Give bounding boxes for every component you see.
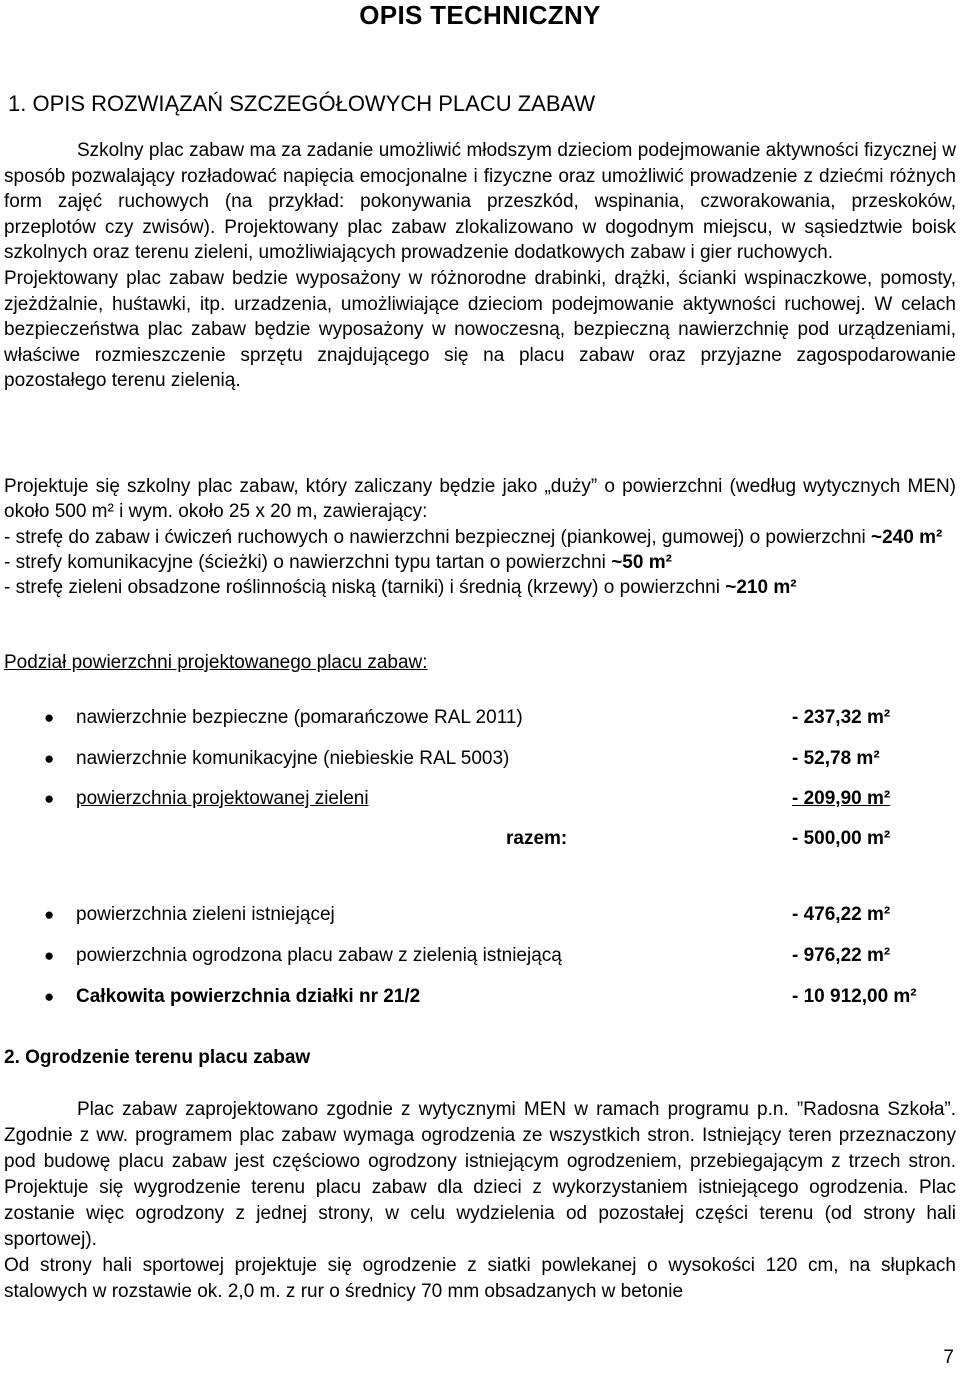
zone-line-3-text: - strefę zieleni obsadzone roślinnością niską (tarniki) i średnią (krzewy) o powierzchni: [4, 577, 726, 599]
zone-line-2-value: ~50 m²: [611, 551, 672, 573]
bullet-icon: ●: [44, 946, 55, 965]
zone-line-3: [4, 575, 956, 600]
bullet-icon: ●: [44, 708, 55, 727]
list-item-label: powierzchnia projektowanej zieleni: [76, 788, 369, 809]
zone-line-3-value: ~210 m²: [725, 577, 797, 599]
list-item: [0, 786, 960, 812]
list-item-label: nawierzchnie komunikacyjne (niebieskie RAL 5003): [76, 748, 510, 769]
total-row: [0, 826, 960, 852]
list-item: [0, 984, 960, 1010]
zone-line-1-text: - strefę do zabaw i ćwiczeń ruchowych o nawierzchni bezpiecznej (piankowej, gumowej) o powierzchni: [4, 526, 872, 548]
list-item-value: - 209,90 m²: [792, 788, 891, 809]
section-2-heading: 2. Ogrodzenie terenu placu zabaw: [4, 1047, 311, 1068]
bullet-icon: ●: [44, 905, 55, 924]
section-1-paragraph-2: [4, 474, 956, 600]
zone-line-2: [4, 550, 956, 575]
list-item-value: - 237,32 m²: [792, 707, 891, 728]
zone-line-1-value: ~240 m²: [871, 526, 943, 548]
list-item: [0, 746, 960, 772]
total-value: - 500,00 m²: [792, 828, 891, 849]
list-item-label: nawierzchnie bezpieczne (pomarańczowe RAL 2011): [76, 707, 523, 728]
area-breakdown-subheading: Podział powierzchni projektowanego placu zabaw:: [4, 652, 428, 673]
paragraph-1-sentence-2: Projektowany plac zabaw bedzie wyposażony w różnorodne drabinki, drążki, ścianki wspinaczkowe, pomosty, zjeżdżalnie, huśtawki, itp. urzadzenia, umożliwiające dzieciom podejmowanie aktywności ruchowej. W celach bezpieczeństwa plac zabaw będzie wyposażony w nowoczesną, bezpieczną nawierzchnię pod urządzeniami, właściwe rozmieszczenie sprzętu znajdującego się na placu zabaw oraz przyjazne zagospodarowanie pozostałego terenu zielenią.: [4, 267, 956, 392]
list-item-value: - 52,78 m²: [792, 748, 880, 769]
page-number: 7: [943, 1347, 954, 1368]
zone-line-2-text: - strefy komunikacyjne (ścieżki) o nawierzchni typu tartan o powierzchni: [4, 551, 612, 573]
list-item: [0, 705, 960, 731]
section-2-paragraph-2: Od strony hali sportowej projektuje się ogrodzenie z siatki powlekanej o wysokości 120 cm, na słupkach stalowych w rozstawie ok. 2,0 m. z rur o średnicy 70 mm obsadzanych w betonie: [4, 1255, 956, 1302]
list-item-label: powierzchnia zieleni istniejącej: [76, 904, 335, 925]
list-item: [0, 902, 960, 928]
paragraph-2-intro: Projektuje się szkolny plac zabaw, który zaliczany będzie jako „duży” o powierzchni (według wytycznych MEN) około 500 m² i wym. około 25 x 20 m, zawierający:: [4, 476, 956, 523]
zone-line-1: [4, 525, 956, 550]
document-title: OPIS TECHNICZNY: [359, 0, 601, 30]
section-2-paragraph-1: Plac zabaw zaprojektowano zgodnie z wytycznymi MEN w ramach programu p.n. ”Radosna Szkoła”. Zgodnie z ww. programem plac zabaw wymaga ogrodzenia ze wszystkich stron. Istniejący teren przeznaczony pod budowę placu zabaw jest częściowo ogrodzony istniejącym ogrodzeniem, przebiegającym z trzech stron. Projektuje się wygrodzenie terenu placu zabaw dla dzieci z wykorzystaniem istniejącego ogrodzenia. Plac zostanie więc ogrodzony z jednej strony, w celu wydzielenia od pozostałej części terenu (od strony hali sportowej).: [4, 1099, 956, 1250]
list-item-value: - 976,22 m²: [792, 945, 891, 966]
paragraph-1-sentence-1: Szkolny plac zabaw ma za zadanie umożliwić młodszym dzieciom podejmowanie aktywności fizycznej w sposób pozwalający rozładować napięcia emocjonalne i fizyczne oraz umożliwić prowadzenie z dziećmi różnych form zajęć ruchowych (na przykład: pokonywania przeszkód, wspinania, czworakowania, przeskoków, przeplotów czy zwisów). Projektowany plac zabaw zlokalizowano w dogodnym miejscu, w sąsiedztwie boisk szkolnych oraz terenu zieleni, umożliwiających prowadzenie dodatkowych zabaw i gier ruchowych.: [4, 140, 956, 264]
list-item: [0, 943, 960, 969]
bullet-icon: ●: [44, 749, 55, 768]
section-1-paragraph-1: [4, 138, 956, 394]
list-item-value: - 10 912,00 m²: [792, 986, 917, 1007]
list-item-value: - 476,22 m²: [792, 904, 891, 925]
section-1-heading: 1. OPIS ROZWIĄZAŃ SZCZEGÓŁOWYCH PLACU ZABAW: [8, 91, 596, 116]
list-item-label: powierzchnia ogrodzona placu zabaw z zielenią istniejącą: [76, 945, 562, 966]
list-item-label: Całkowita powierzchnia działki nr 21/2: [76, 986, 421, 1007]
bullet-icon: ●: [44, 789, 55, 808]
total-label: razem:: [506, 828, 568, 849]
bullet-icon: ●: [44, 987, 55, 1006]
